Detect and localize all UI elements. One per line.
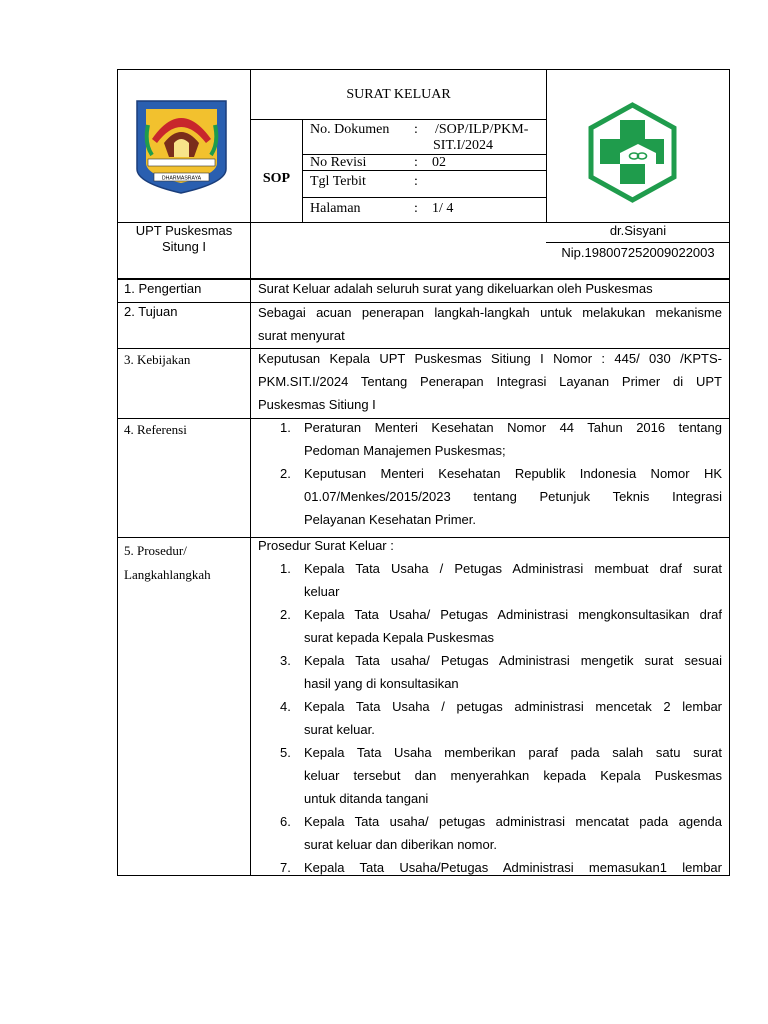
list-item — [258, 416, 722, 462]
list-item-line: Kepala Tata Usaha memberikan paraf pada salah satu surat — [304, 745, 722, 760]
row-label-pengertian: 1. Pengertian — [124, 281, 202, 296]
kemenkes-cross-logo — [582, 102, 683, 203]
row-label-kebijakan: 3. Kebijakan — [124, 352, 191, 367]
prosedur-content — [258, 534, 722, 879]
list-item — [258, 462, 722, 531]
org-name-line2: Situng I — [161, 239, 207, 254]
list-item-line: Kepala Tata Usaha / Petugas Administrasi membuat draf surat — [304, 561, 722, 576]
list-item-number: 3. — [280, 653, 291, 668]
sop-label: SOP — [262, 171, 291, 186]
list-item-line: keluar — [304, 584, 340, 599]
field-value-halaman: 1/ 4 — [432, 201, 454, 216]
list-item-line: untuk ditanda tangani — [304, 791, 429, 806]
list-item-line: keluar tersebut dan menyerahkan kepada Kepala Puskesmas — [304, 768, 722, 783]
signer-name: dr.Sisyani — [609, 223, 667, 238]
signer-nip: Nip.198007252009022003 — [561, 245, 715, 260]
crest-banner-text: DHARMASRAYA — [161, 175, 202, 182]
field-label-no-dokumen: No. Dokumen — [310, 122, 390, 137]
field-value-no-revisi: 02 — [432, 155, 446, 170]
kebijakan-line: PKM.SIT.I/2024 Tentang Penerapan Integrasi Layanan Primer di UPT — [258, 374, 722, 389]
tujuan-line: surat menyurat — [258, 328, 345, 343]
prosedur-intro: Prosedur Surat Keluar : — [258, 538, 394, 553]
list-item — [258, 603, 722, 649]
field-value-no-dokumen: /SOP/ILP/PKM- — [435, 122, 529, 137]
list-item-line: Kepala Tata usaha/ petugas administrasi mencatat pada agenda — [304, 814, 722, 829]
kebijakan-line: Puskesmas Sitiung I — [258, 397, 376, 412]
row-text-pengertian: Surat Keluar adalah seluruh surat yang dikeluarkan oleh Puskesmas — [258, 281, 653, 296]
field-label-halaman: Halaman — [310, 201, 361, 216]
org-name — [118, 223, 250, 255]
list-item-number: 2. — [280, 607, 291, 622]
list-item-number: 6. — [280, 814, 291, 829]
list-item-line: 01.07/Menkes/2015/2023 tentang Petunjuk Teknis Integrasi — [304, 489, 722, 504]
list-item — [258, 649, 722, 695]
list-item-line: Kepala Tata Usaha / petugas administrasi mencetak 2 lembar — [304, 699, 722, 714]
kebijakan-line: Keputusan Kepala UPT Puskesmas Sitiung I Nomor : 445/ 030 /KPTS- — [258, 351, 722, 366]
field-value-no-dokumen-cont: SIT.I/2024 — [433, 138, 494, 153]
list-item-line: Keputusan Menteri Kesehatan Republik Indonesia Nomor HK — [304, 466, 722, 481]
row-label-referensi: 4. Referensi — [124, 422, 187, 437]
org-name-line1: UPT Puskesmas — [135, 223, 233, 238]
list-item-number: 2. — [280, 466, 291, 481]
list-item-number: 4. — [280, 699, 291, 714]
list-item — [258, 810, 722, 856]
list-item-line: Peraturan Menteri Kesehatan Nomor 44 Tahun 2016 tentang — [304, 420, 722, 435]
field-sep: : — [414, 174, 418, 189]
dharmasraya-crest-logo — [134, 99, 229, 195]
row-label-prosedur — [124, 539, 211, 587]
referensi-list — [258, 416, 722, 531]
field-sep: : — [414, 201, 418, 216]
tujuan-line: Sebagai acuan penerapan langkah-langkah untuk melakukan mekanisme — [258, 305, 722, 320]
list-item-line: Kepala Tata usaha/ Petugas Administrasi mengetik surat sesuai — [304, 653, 722, 668]
list-item-number: 5. — [280, 745, 291, 760]
list-item-number: 1. — [280, 561, 291, 576]
row-text-tujuan — [258, 301, 722, 347]
list-item-line: surat keluar. — [304, 722, 375, 737]
field-label-no-revisi: No Revisi — [310, 155, 367, 170]
list-item-line: surat keluar dan diberikan nomor. — [304, 837, 497, 852]
document-title: SURAT KELUAR — [346, 87, 451, 102]
list-item-line: hasil yang di konsultasikan — [304, 676, 459, 691]
list-item-line: Kepala Tata Usaha/Petugas Administrasi memasukan1 lembar — [304, 860, 722, 875]
list-item-line: Pedoman Manajemen Puskesmas; — [304, 443, 506, 458]
list-item-line: Pelayanan Kesehatan Primer. — [304, 512, 476, 527]
field-sep: : — [414, 122, 418, 137]
field-sep: : — [414, 155, 418, 170]
row-text-kebijakan — [258, 347, 722, 416]
list-item-line: Kepala Tata Usaha/ Petugas Administrasi mengkonsultasikan draf — [304, 607, 722, 622]
list-item — [258, 695, 722, 741]
list-item-number: 7. — [280, 860, 291, 875]
list-item — [258, 741, 722, 810]
prosedur-label-line1: 5. Prosedur/ — [124, 543, 187, 558]
list-item-line: surat kepada Kepala Puskesmas — [304, 630, 495, 645]
list-item-number: 1. — [280, 420, 291, 435]
row-label-tujuan: 2. Tujuan — [124, 304, 178, 319]
prosedur-label-line2: Langkahlangkah — [124, 567, 211, 582]
field-label-tgl-terbit: Tgl Terbit — [310, 174, 366, 189]
list-item — [258, 856, 722, 879]
list-item — [258, 557, 722, 603]
